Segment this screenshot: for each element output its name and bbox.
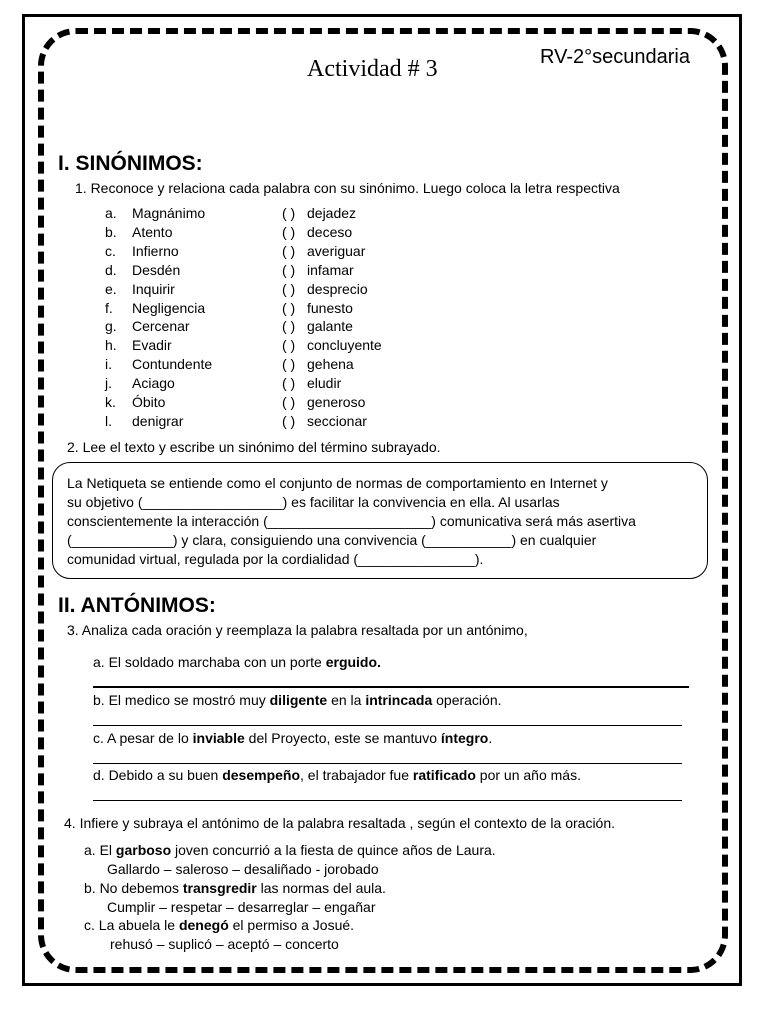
synonym-row	[105, 413, 405, 432]
answer-blank: ( )	[282, 280, 296, 297]
answer-blank: ( )	[282, 356, 296, 373]
synonym-row	[105, 375, 405, 394]
item-letter: g.	[105, 318, 117, 335]
question-4: 4. Infiere y subraya el antónimo de la palabra resaltada , según el contexto de la oración.	[64, 815, 616, 831]
answer-line	[93, 800, 682, 801]
item-synonym: gehena	[307, 356, 354, 373]
item-letter: f.	[105, 299, 113, 316]
item-letter: l.	[105, 412, 112, 429]
answer-blank: ( )	[282, 261, 296, 278]
item-synonym: infamar	[307, 261, 354, 278]
item-c: c. La abuela le denegó el permiso a Josué.	[84, 917, 355, 933]
answer-blank: ( )	[282, 337, 296, 354]
answer-blank: ( )	[282, 205, 296, 221]
answer-blank: ( )	[282, 299, 296, 316]
text-line: La Netiqueta se entiende como el conjunto de normas de comportamiento en Internet y	[67, 475, 608, 491]
item-word: Contundente	[132, 356, 213, 373]
item-letter: d.	[105, 261, 117, 278]
item-a-options: Gallardo – saleroso – desaliñado - jorobado	[107, 861, 379, 877]
item-synonym: dejadez	[307, 205, 357, 221]
item-letter: k.	[105, 394, 116, 410]
item-letter: e.	[105, 280, 117, 297]
question-3: 3. Analiza cada oración y reemplaza la palabra resaltada por un antónimo,	[67, 622, 528, 638]
item-word: Magnánimo	[132, 205, 206, 221]
answer-line	[93, 763, 682, 764]
answer-blank: ( )	[282, 412, 296, 429]
sentence-c: c. A pesar de lo inviable del Proyecto, este se mantuvo íntegro.	[93, 730, 493, 746]
item-letter: j.	[105, 375, 112, 392]
item-synonym: desprecio	[307, 280, 368, 297]
item-word: Cercenar	[132, 318, 190, 335]
synonym-row	[105, 318, 405, 337]
synonym-row	[105, 300, 405, 319]
text-line: comunidad virtual, regulada por la cordialidad (_______________).	[67, 551, 484, 567]
synonym-row	[105, 394, 405, 413]
answer-blank: ( )	[282, 242, 296, 259]
item-letter: i.	[105, 356, 112, 373]
item-letter: c.	[105, 242, 116, 259]
section-synonyms-heading: I. SINÓNIMOS:	[58, 152, 203, 175]
synonym-row	[105, 243, 405, 262]
item-word: Óbito	[132, 394, 166, 410]
text-line: su objetivo (__________________) es facilitar la convivencia en ella. Al usarlas	[67, 494, 560, 510]
answer-blank: ( )	[282, 223, 296, 240]
synonym-row	[105, 224, 405, 243]
item-letter: b.	[105, 223, 117, 240]
sentence-a: a. El soldado marchaba con un porte erguido.	[93, 654, 381, 670]
item-c-options: rehusó – suplicó – aceptó – concerto	[110, 936, 339, 952]
answer-blank: ( )	[282, 318, 296, 335]
item-synonym: seccionar	[307, 412, 367, 429]
item-word: Aciago	[132, 375, 175, 392]
text-line: conscientemente la interacción (_____________________) comunicativa será más asertiva	[67, 513, 636, 529]
item-synonym: galante	[307, 318, 353, 335]
item-synonym: concluyente	[307, 337, 382, 354]
synonym-row	[105, 262, 405, 281]
answer-blank: ( )	[282, 375, 296, 392]
sentence-d: d. Debido a su buen desempeño, el trabajador fue ratificado por un año más.	[93, 767, 581, 783]
item-synonym: deceso	[307, 223, 353, 240]
item-synonym: averiguar	[307, 242, 366, 259]
page-title: Actividad # 3	[307, 56, 438, 82]
grade-label: RV-2°secundaria	[540, 46, 690, 68]
item-b-options: Cumplir – respetar – desarreglar – engañar	[107, 899, 376, 915]
synonym-row	[105, 356, 405, 375]
synonym-row	[105, 337, 405, 356]
question-1: 1. Reconoce y relaciona cada palabra con su sinónimo. Luego coloca la letra respectiva	[75, 180, 620, 196]
sentence-b: b. El medico se mostró muy diligente en la intrincada operación.	[93, 692, 502, 708]
item-b: b. No debemos transgredir las normas del aula.	[84, 880, 386, 896]
item-word: Infierno	[132, 242, 179, 259]
item-word: Atento	[132, 223, 173, 240]
item-letter: h.	[105, 337, 117, 354]
item-word: Negligencia	[132, 299, 206, 316]
item-synonym: generoso	[307, 394, 366, 410]
item-a: a. El garboso joven concurrió a la fiesta de quince años de Laura.	[84, 842, 496, 858]
item-word: denigrar	[132, 412, 184, 429]
synonym-row	[105, 281, 405, 300]
answer-line	[93, 725, 682, 726]
item-word: Desdén	[132, 261, 181, 278]
item-synonym: eludir	[307, 375, 342, 392]
item-letter: a.	[105, 205, 117, 221]
synonym-row	[105, 205, 405, 224]
answer-line	[93, 686, 689, 688]
section-antonyms-heading: II. ANTÓNIMOS:	[58, 594, 216, 617]
item-synonym: funesto	[307, 299, 353, 316]
item-word: Evadir	[132, 337, 172, 354]
answer-blank: ( )	[282, 394, 296, 410]
question-2: 2. Lee el texto y escribe un sinónimo del término subrayado.	[67, 439, 441, 455]
text-line: (_____________) y clara, consiguiendo una convivencia (___________) en cualquier	[67, 532, 597, 548]
item-word: Inquirir	[132, 280, 175, 297]
